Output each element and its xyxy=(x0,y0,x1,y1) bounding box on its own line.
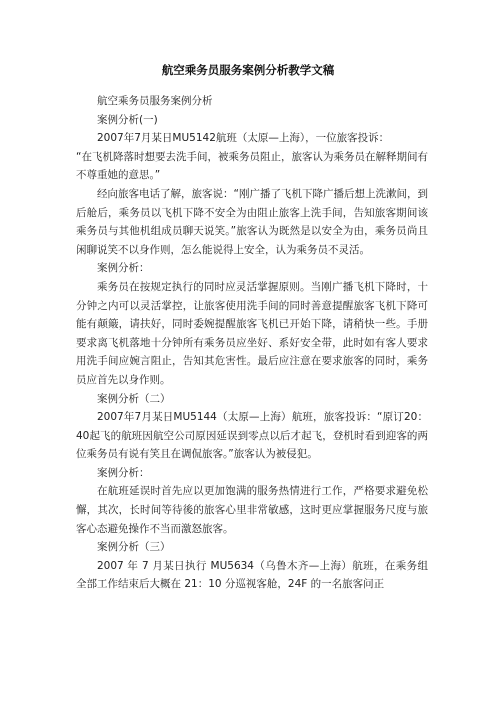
document-body xyxy=(76,92,428,594)
paragraph: 在航班延误时首先应以更加饱满的服务热情进行工作，严格要求避免松懈，其次，长时间等待後的旅客心里非常敏感，这时更应掌握服务尺度与旅客心态避免操作不当而激怒旅客。 xyxy=(76,485,428,535)
paragraph: 经向旅客电话了解，旅客说：“刚广播了飞机下降广播后想上洗漱间，到后舱后，乘务员以飞机下降不安全为由阻止旅客上洗手间，告知旅客期间该乘务员与其他机组成员聊天说笑。”旅客认为既然是以安全为由，乘务员尚且闲聊说笑不以身作则，怎么能说得上安全，认为乘务员不灵活。 xyxy=(76,187,428,256)
section-heading: 航空乘务员服务案例分析 xyxy=(97,95,213,107)
paragraph: 2007年7月某日MU5142航班（太原—上海），一位旅客投诉： xyxy=(97,132,390,145)
case-heading: 案例分析(一) xyxy=(97,113,158,126)
paragraph: 乘务员在按规定执行的同时应灵活掌握原则。当刚广播飞机下降时，十分钟之内可以灵活掌控，让旅客使用洗手间的同时善意提醒旅客飞机下降可能有颠簸，请扶好，同时委婉提醒旅客飞机已开始下降，请稍快一些。手册要求离飞机落地十分钟所有乘务员应坐好、系好安全带，此时如有客人要求用洗手间应婉言阻止，告知其危害性。最后应注意在要求旅客的同时，乘务员应首先以身作则。 xyxy=(76,280,428,386)
paragraph: 2007 年 7 月某日执行 MU5634（乌鲁木齐—上海）航班，在乘务组全部工作结束后大概在 21：10 分巡视客舱，24F 的一名旅客问正 xyxy=(76,559,428,591)
document-title: 航空乘务员服务案例分析教学文稿 xyxy=(161,63,335,77)
paragraph: “在飞机降落时想要去洗手间，被乘务员阻止，旅客认为乘务员在解释期间有不尊重她的意思。” xyxy=(76,150,428,182)
analysis-heading: 案例分析： xyxy=(97,262,150,275)
case-heading: 案例分析（二） xyxy=(97,392,171,405)
paragraph: 2007年7月某日MU5144（太原—上海）航班，旅客投诉：“原订20：40起飞的航班因航空公司原因延误到零点以后才起飞，登机时看到迎客的两位乘务员有说有笑且在调侃旅客。”旅客认为被侵犯。 xyxy=(76,411,428,461)
analysis-heading: 案例分析： xyxy=(97,466,150,479)
case-heading: 案例分析（三） xyxy=(97,541,171,554)
